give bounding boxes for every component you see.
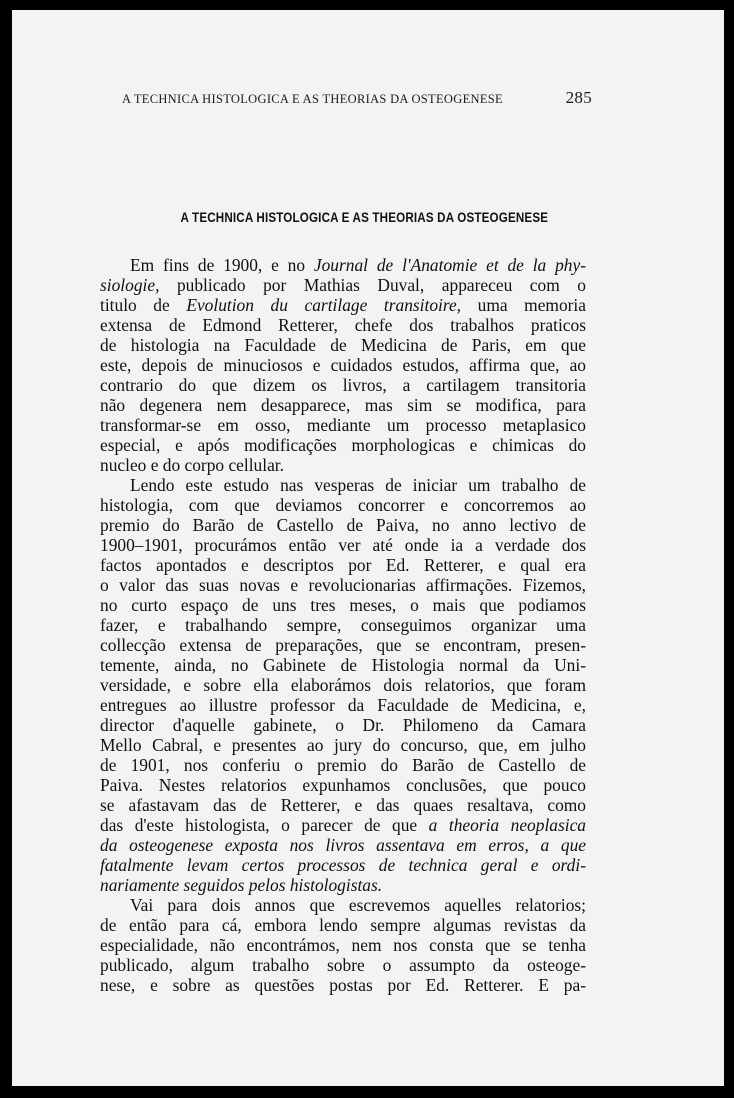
text-line: entregues ao illustre professor da Faculdade de Medicina, e, [100, 695, 586, 715]
page-number: 285 [565, 88, 592, 107]
book-page [12, 10, 724, 1086]
running-title: A TECHNICA HISTOLOGICA E AS THEORIAS DA OSTEOGENESE [122, 92, 503, 106]
text-line: Mello Cabral, e presentes ao jury do concurso, que, em julho [100, 735, 586, 755]
text-line: Vai para dois annos que escrevemos aquelles relatorios; [130, 895, 586, 915]
text-line: premio do Barão de Castello de Paiva, no anno lectivo de [100, 515, 586, 535]
text-line: siologie, publicado por Mathias Duval, appareceu com o [100, 275, 586, 295]
text-line: factos apontados e descriptos por Ed. Retterer, e qual era [100, 555, 586, 575]
text-line: versidade, e sobre ella elaborámos dois relatorios, que foram [100, 675, 586, 695]
text-line: nucleo e do corpo cellular. [100, 455, 284, 475]
text-line: não degenera nem desapparece, mas sim se modifica, para [100, 395, 586, 415]
article-title: A TECHNICA HISTOLOGICA E AS THEORIAS DA OSTEOGENESE [180, 210, 549, 225]
text-line: de histologia na Faculdade de Medicina de Paris, em que [100, 335, 586, 355]
text-line: da osteogenese exposta nos livros assentava em erros, a que [100, 835, 586, 855]
text-line: de 1901, nos conferiu o premio do Barão de Castello de [100, 755, 586, 775]
text-line: Em fins de 1900, e no Journal de l'Anatomie et de la phy- [130, 255, 586, 275]
text-line: extensa de Edmond Retterer, chefe dos trabalhos praticos [100, 315, 586, 335]
text-line: nese, e sobre as questões postas por Ed. Retterer. E pa- [100, 975, 586, 995]
text-line: histologia, com que deviamos concorrer e concorremos ao [100, 495, 586, 515]
text-line: especial, e após modificações morphologicas e chimicas do [100, 435, 586, 455]
text-line: fatalmente levam certos processos de technica geral e ordi- [100, 855, 586, 875]
article-body [100, 256, 586, 995]
text-line: publicado, algum trabalho sobre o assumpto da osteoge- [100, 955, 586, 975]
text-line: titulo de Evolution du cartilage transitoire, uma memoria [100, 295, 586, 315]
text-line: 1900–1901, procurámos então ver até onde ia a verdade dos [100, 535, 586, 555]
text-line: Lendo este estudo nas vesperas de iniciar um trabalho de [130, 475, 586, 495]
text-line: Paiva. Nestes relatorios expunhamos conclusões, que pouco [100, 775, 586, 795]
text-line: o valor das suas novas e revolucionarias affirmações. Fizemos, [100, 575, 586, 595]
text-line: transformar-se em osso, mediante um processo metaplasico [100, 415, 586, 435]
running-header [122, 88, 592, 108]
text-line: fazer, e trabalhando sempre, conseguimos organizar uma [100, 615, 586, 635]
text-line: no curto espaço de uns tres meses, o mais que podiamos [100, 595, 586, 615]
text-line: das d'este histologista, o parecer de que a theoria neoplasica [100, 815, 586, 835]
text-line: temente, ainda, no Gabinete de Histologia normal da Uni- [100, 655, 586, 675]
text-line: nariamente seguidos pelos histologistas. [100, 875, 383, 895]
text-line: se afastavam das de Retterer, e das quaes resaltava, como [100, 795, 586, 815]
text-line: especialidade, não encontrámos, nem nos consta que se tenha [100, 935, 586, 955]
text-line: collecção extensa de preparações, que se encontram, presen- [100, 635, 586, 655]
text-line: de então para cá, embora lendo sempre algumas revistas da [100, 915, 586, 935]
text-line: contrario do que dizem os livros, a cartilagem transitoria [100, 375, 586, 395]
show-through-text [102, 136, 582, 246]
text-line: este, depois de minuciosos e cuidados estudos, affirma que, ao [100, 355, 586, 375]
text-line: director d'aquelle gabinete, o Dr. Philomeno da Camara [100, 715, 586, 735]
